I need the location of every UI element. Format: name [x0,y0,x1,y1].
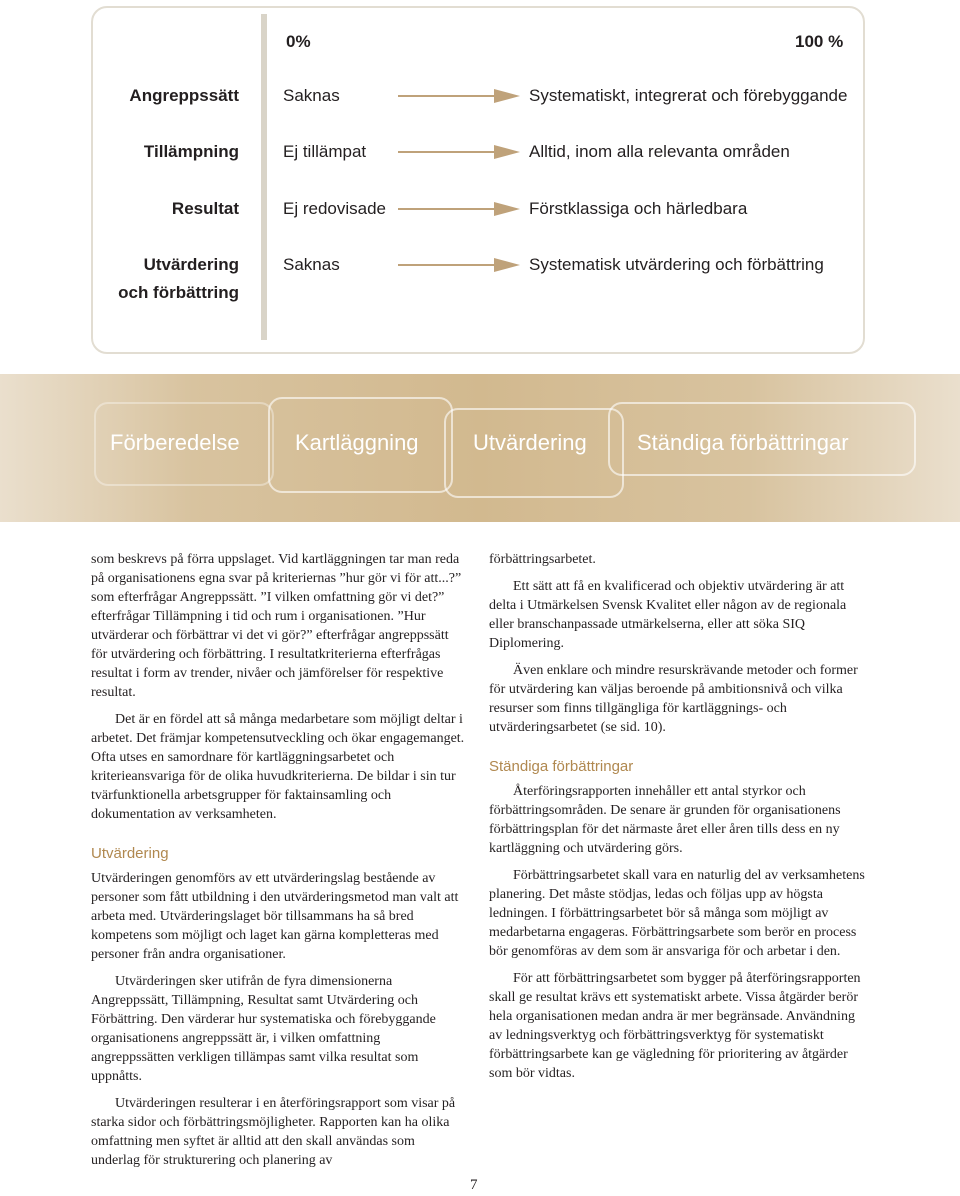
process-step-4: Ständiga förbättringar [637,430,849,455]
row-label: Resultat [171,199,239,218]
scale-start-label: 0% [286,32,311,51]
row-label: Angreppssätt [129,86,239,105]
row-to: Alltid, inom alla relevanta områden [529,142,790,161]
paragraph: förbättringsarbetet. [489,552,596,567]
row-from: Saknas [283,86,340,105]
paragraph: Det är en fördel att så många medarbetare som möjligt deltar i arbetet. Det främjar kompetensutveckling och ökar engagemanget. Ofta utses en samordnare för kartläggningsarbetet och kriterieansvariga för de olika huvudkriterierna. De bildar i sin tur tvärfunktionella arbetsgrupper för faktainsamling och dokumentation av verksamheten. [91,712,465,822]
paragraph: Återföringsrapporten innehåller ett antal styrkor och förbättringsområden. De senare är grunden för organisationens förbättringsplan för det närmaste året eller åren tills dess en ny kartläggning och utvärdering görs. [489,784,841,856]
process-step-3: Utvärdering [473,430,587,455]
row-to: Systematisk utvärdering och förbättring [529,255,824,274]
row-label: Utvärdering [143,255,239,274]
page-number: 7 [470,1177,478,1193]
scale-end-label: 100 % [795,32,844,51]
paragraph: Ett sätt att få en kvalificerad och objektiv utvärdering är att delta i Utmärkelsen Svensk Kvalitet eller någon av de regionala eller branschanpassade utmärkelserna, eller att söka SIQ Diplomering. [489,579,847,651]
row-label: Tillämpning [143,142,239,161]
process-step-1: Förberedelse [110,430,240,455]
row-from: Saknas [283,255,340,274]
row-label-line2: och förbättring [118,283,239,302]
matrix-divider [261,14,267,340]
arrow-icon [398,87,520,105]
paragraph: Utvärderingen genomförs av ett utvärderingslag bestående av personer som fått utbildning i den utvärderingsmetod man valt att arbeta med. Utvärderingslaget bör tillsammans ha så bred kompetens som möjligt och laget kan gärna kompletteras med personer från andra organisationer. [91,871,459,962]
section-heading-standiga-forbattringar: Ständiga förbättringar [489,758,634,775]
paragraph: Förbättringsarbetet skall vara en naturlig del av verksamhetens planering. Det måste stödjas, ledas och följas upp av högsta ledningen. I förbättringsarbetet bör så många som möjligt av medarbetarna engageras. Förbättringsarbete som berör en process bör genomföras av dem som är ansvariga för och arbetar i den. [489,868,865,959]
row-from: Ej tillämpat [283,142,367,161]
section-heading-utvardering: Utvärdering [91,845,169,862]
arrow-icon [398,200,520,218]
paragraph: Utvärderingen sker utifrån de fyra dimensionerna Angreppssätt, Tillämpning, Resultat samt Utvärdering och Förbättring. Den värderar hur systematiska och förebyggande organisationens angreppssätt är, i vilken omfattning angreppssätten verkligen tillämpas samt vilka resultat som uppnåtts. [91,974,436,1084]
arrow-icon [398,256,520,274]
paragraph: som beskrevs på förra uppslaget. Vid kartläggningen tar man reda på organisationens egna svar på kriteriernas ”hur gör vi för att...?” som efterfrågar Angreppssätt. ”I vilken omfattning gör vi det?” efterfrågar Tillämpning i tid och rum i organisationen. ”Hur utvärderar och förbättrar vi det vi gör?” efterfrågar angreppssätt för utvärdering och förbättring. I resultatkriterierna efterfrågas resultat i form av trender, nivåer och jämförelser för respektive resultat. [91,552,462,700]
paragraph: Utvärderingen resulterar i en återföringsrapport som visar på starka sidor och förbättringsmöjligheter. Rapporten kan ha olika omfattning men syftet är alltid att den skall användas som underlag för strukturering och planering av [91,1096,456,1168]
row-to: Systematiskt, integrerat och förebyggande [529,86,848,105]
row-from: Ej redovisade [283,199,387,218]
process-step-2: Kartläggning [295,430,419,455]
right-column [489,550,867,1091]
maturity-matrix [91,6,865,354]
left-column [91,550,466,1178]
row-to: Förstklassiga och härledbara [529,199,748,218]
arrow-icon [398,143,520,161]
paragraph: För att förbättringsarbetet som bygger på återföringsrapporten skall ge resultat krävs ett systematiskt arbete. Vissa åtgärder berör hela organisationen medan andra är mer begränsade. Användning av ledningsverktyg och förbättringsverktyg för systematiskt förbättringsarbete kan ge vägledning för prioritering av åtgärder som bör vidtas. [489,971,861,1081]
paragraph: Även enklare och mindre resurskrävande metoder och former för utvärdering kan väljas beroende på ambitionsnivå och vilka resurser som finns tillgängliga för kartläggnings- och utvärderingsarbetet (se sid. 10). [489,663,858,735]
